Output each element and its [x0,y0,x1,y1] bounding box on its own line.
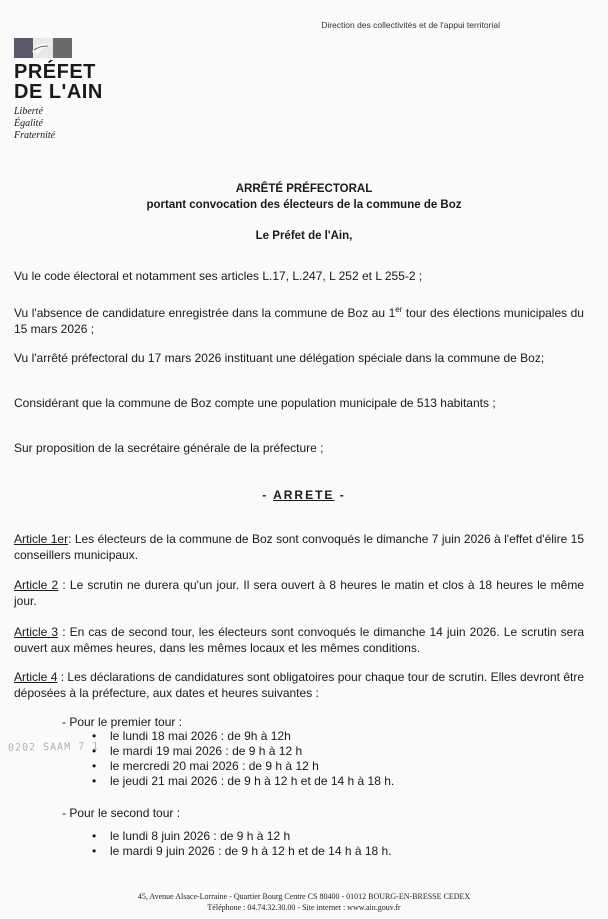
footer-contact: Téléphone : 04.74.32.30.00 - Site internet : www.ain.gouv.fr [207,903,401,912]
article-1: Article 1er: Les électeurs de la commune de Boz sont convoqués le dimanche 7 juin 2026 à l'effet d'élire 15 conseillers municipaux. [14,532,584,562]
logo-text-ain: DE L'AIN [14,81,103,103]
motto-egalite: Égalité [14,118,43,129]
list-item: • le lundi 8 juin 2026 : de 9 h à 12 h [80,829,392,844]
list-item: • le mardi 9 juin 2026 : de 9 h à 12 h et de 14 h à 18 h. [80,844,392,859]
list-item: • le mercredi 20 mai 2026 : de 9 h à 12 h [80,759,394,774]
marianne-flag-icon [14,38,72,58]
prefet-heading: Le Préfet de l'Ain, [255,230,353,242]
vu-code-electoral: Vu le code électoral et notamment ses articles L.17, L.247, L 252 et L 255-2 ; [14,269,423,283]
received-stamp: 0202 SAAM 7 1 [7,741,100,754]
arrete-heading: - ARRETE - [262,488,346,502]
vu-absence-candidature: Vu l'absence de candidature enregistrée dans la commune de Boz au 1er tour des élections municipales du 15 mars 2026 ; [14,305,584,336]
premier-tour-label: - Pour le premier tour : [62,715,183,729]
list-item: • le mardi 19 mai 2026 : de 9 h à 12 h [80,744,394,759]
vu-arrete-delegation: Vu l'arrêté préfectoral du 17 mars 2026 instituant une délégation spéciale dans la commune de Boz; [14,351,545,365]
article-3: Article 3 : En cas de second tour, les électeurs sont convoqués le dimanche 14 juin 2026. Le scrutin sera ouvert aux mêmes heures, dans les mêmes locaux et les mêmes conditions. [14,625,584,655]
list-item: • le lundi 18 mai 2026 : de 9h à 12h [80,729,394,744]
document-subtitle: portant convocation des électeurs de la commune de Boz [146,199,462,211]
prefecture-logo [14,38,134,142]
document-title: ARRÊTÉ PRÉFECTORAL [235,183,373,195]
proposition: Sur proposition de la secrétaire générale de la préfecture ; [14,441,324,455]
motto-liberte: Liberté [14,106,43,117]
considerant-population: Considérant que la commune de Boz compte une population municipale de 513 habitants ; [14,396,496,410]
footer-address: 45, Avenue Alsace-Lorraine - Quartier Bourg Centre CS 80400 - 01012 BOURG-EN-BRESSE CEDEX [137,892,471,901]
motto-fraternite: Fraternité [14,130,56,141]
article-2: Article 2 : Le scrutin ne durera qu'un jour. Il sera ouvert à 8 heures le matin et clos à 18 heures le même jour. [14,578,584,608]
direction-label: Direction des collectivités et de l'appui territorial [321,20,500,30]
premier-tour-list [80,729,394,789]
list-item: • le jeudi 21 mai 2026 : de 9 h à 12 h et de 14 h à 18 h. [80,774,394,789]
second-tour-list [80,829,392,859]
second-tour-label: - Pour le second tour : [62,806,181,820]
logo-text-prefet: PRÉFET [14,61,96,83]
article-4: Article 4 : Les déclarations de candidatures sont obligatoires pour chaque tour de scrutin. Elles devront être déposées à la préfecture, aux dates et heures suivantes : [14,670,584,700]
